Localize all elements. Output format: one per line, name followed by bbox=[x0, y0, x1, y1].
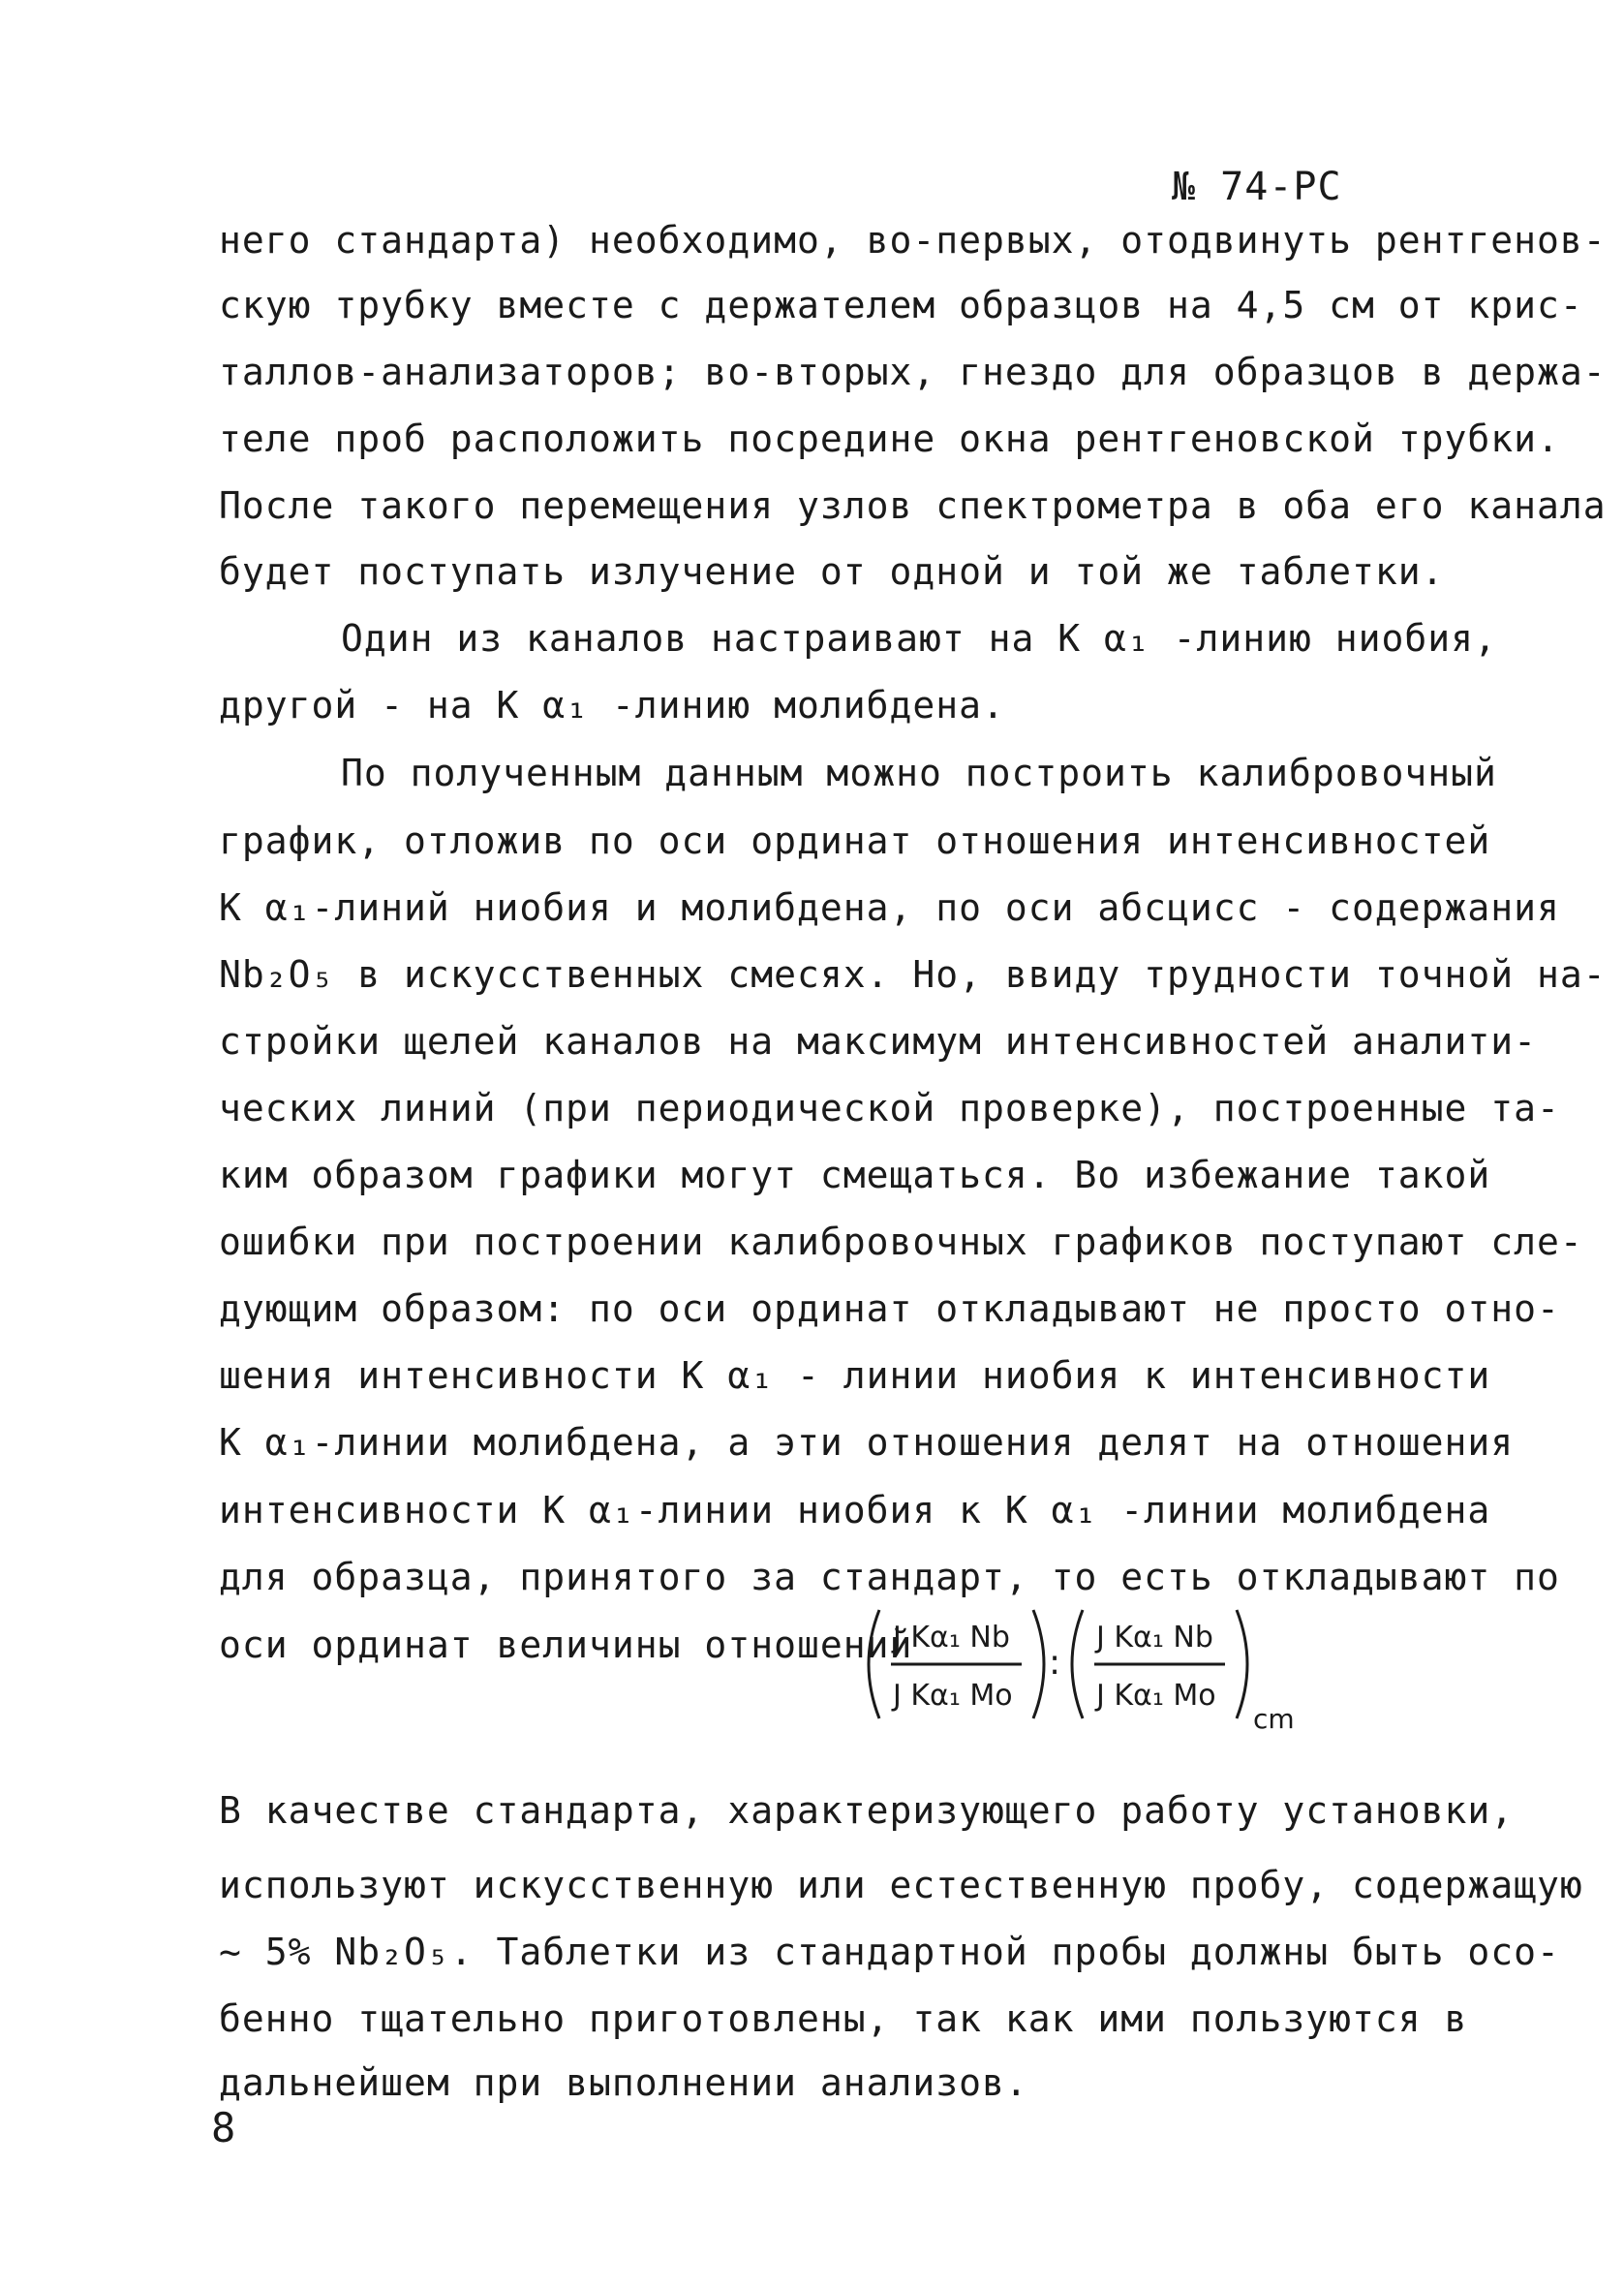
text-line: По полученным данным можно построить калибровочный bbox=[341, 752, 1497, 794]
text-line: После такого перемещения узлов спектрометра в оба его канала bbox=[219, 484, 1607, 527]
text-line: Один из каналов настраивают на K α₁ -линию ниобия, bbox=[341, 617, 1497, 660]
open-paren-1 bbox=[869, 1610, 879, 1718]
text-line: дальнейшем при выполнении анализов. bbox=[219, 2061, 1028, 2104]
formula-divide-sign: : bbox=[1049, 1643, 1061, 1683]
text-line: шения интенсивности K α₁ - линии ниобия к интенсивности bbox=[219, 1354, 1491, 1397]
text-line: интенсивности K α₁-линии ниобия к K α₁ -линии молибдена bbox=[219, 1489, 1491, 1531]
text-line: В качестве стандарта, характеризующего работу установки, bbox=[219, 1789, 1515, 1832]
text-line: теле проб расположить посредине окна рентгеновской трубки. bbox=[219, 418, 1560, 460]
text-line: ким образом графики могут смещаться. Во избежание такой bbox=[219, 1154, 1491, 1196]
open-paren-2 bbox=[1072, 1610, 1083, 1718]
text-line: используют искусственную или естественную пробу, содержащую bbox=[219, 1864, 1583, 1906]
formula-numerator-2: J Kα₁ Nb bbox=[1096, 1621, 1213, 1655]
text-line: для образца, принятого за стандарт, то есть откладывают по bbox=[219, 1556, 1560, 1598]
text-line: стройки щелей каналов на максимум интенсивностей аналити- bbox=[219, 1020, 1538, 1063]
close-paren-2 bbox=[1237, 1610, 1247, 1718]
text-line: Nb₂O₅ в искусственных смесях. Но, ввиду трудности точной на- bbox=[219, 953, 1607, 996]
text-line: него стандарта) необходимо, во-первых, отодвинуть рентгенов- bbox=[219, 219, 1607, 262]
text-line: оси ординат величины отношений bbox=[219, 1624, 913, 1666]
text-line: ческих линий (при периодической проверке), построенные та- bbox=[219, 1087, 1560, 1129]
formula-graphic bbox=[852, 1596, 1298, 1742]
text-line: ~ 5% Nb₂O₅. Таблетки из стандартной пробы должны быть осо- bbox=[219, 1931, 1560, 1973]
formula-standard-subscript: cm bbox=[1253, 1703, 1295, 1735]
close-paren-1 bbox=[1033, 1610, 1044, 1718]
page-number: 8 bbox=[211, 2104, 236, 2151]
text-line: дующим образом: по оси ординат откладывают не просто отно- bbox=[219, 1287, 1560, 1330]
text-line: скую трубку вместе с держателем образцов на 4,5 см от крис- bbox=[219, 284, 1583, 326]
formula-numerator-1: J Kα₁ Nb bbox=[893, 1621, 1010, 1655]
text-line: бенно тщательно приготовлены, так как ими пользуются в bbox=[219, 1997, 1468, 2040]
text-line: K α₁-линии молибдена, а эти отношения делят на отношения bbox=[219, 1421, 1515, 1464]
document-number: № 74-РС bbox=[1172, 165, 1342, 209]
intensity-ratio-formula bbox=[852, 1596, 1298, 1742]
text-line: K α₁-линий ниобия и молибдена, по оси абсцисс - содержания bbox=[219, 886, 1560, 929]
text-line: другой - на K α₁ -линию молибдена. bbox=[219, 684, 1005, 727]
text-line: график, отложив по оси ординат отношения интенсивностей bbox=[219, 820, 1491, 862]
text-line: таллов-анализаторов; во-вторых, гнездо для образцов в держа- bbox=[219, 351, 1607, 393]
formula-denominator-1: J Kα₁ Mo bbox=[893, 1679, 1013, 1713]
text-line: ошибки при построении калибровочных графиков поступают сле- bbox=[219, 1221, 1583, 1263]
formula-denominator-2: J Kα₁ Mo bbox=[1096, 1679, 1216, 1713]
text-line: будет поступать излучение от одной и той же таблетки. bbox=[219, 550, 1445, 593]
